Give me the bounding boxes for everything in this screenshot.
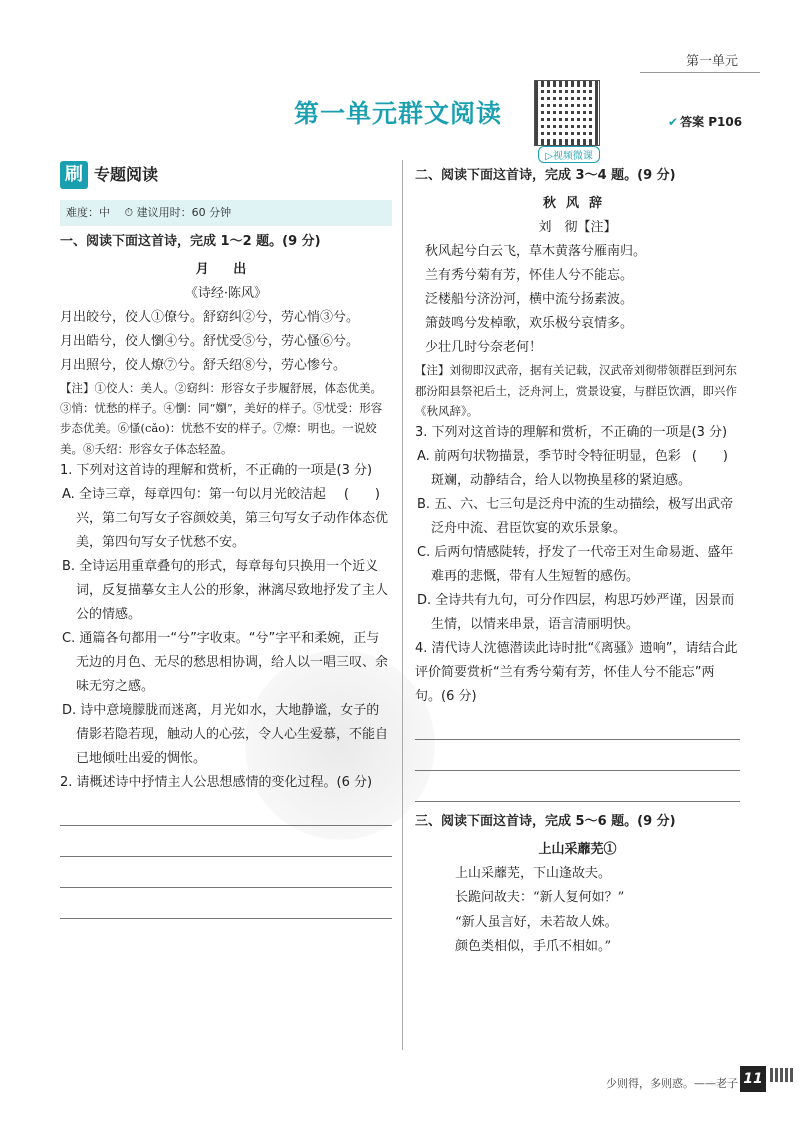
answer-line[interactable] [415, 709, 740, 740]
answer-line[interactable] [60, 795, 392, 826]
answer-line[interactable] [415, 771, 740, 802]
option-b[interactable]: B. 全诗运用重章叠句的形式，每章每句只换用一个近义词，反复描摹女主人公的形象，淋漓尽致地抒发了主人公的情感。 [62, 558, 389, 622]
question-1: 1. 下列对这首诗的理解和赏析，不正确的一项是(3 分) ( ) [60, 459, 392, 483]
poem-line: 秋风起兮白云飞，草木黄落兮雁南归。 [425, 244, 647, 260]
poem-line: 上山采蘼芜，下山逢故夫。 [455, 866, 612, 882]
top-rule [640, 72, 760, 73]
poem2-note: 【注】刘彻即汉武帝，据有关记载，汉武帝刘彻带领群臣到河东郡汾阳县祭祀后土，泛舟河上，赏景设宴，与群臣饮酒，即兴作《秋风辞》。 [415, 363, 737, 418]
poem-line: 长跪问故夫：“新人复何如？” [455, 890, 625, 906]
poem-line: “新人虽言好，未若故人姝。 [455, 914, 618, 930]
clock-icon: ⏱ [124, 205, 134, 219]
answer-line[interactable] [60, 888, 392, 919]
qr-code-icon[interactable] [534, 80, 600, 146]
poem-line: 月出皓兮，佼人懰④兮。舒忧受⑤兮，劳心慅⑥兮。 [60, 334, 360, 350]
page-number: 11 [740, 1066, 766, 1092]
part1-heading: 一、阅读下面这首诗，完成 1～2 题。(9 分) [60, 233, 321, 249]
answer-line[interactable] [60, 826, 392, 857]
poem1-title: 月 出 [195, 261, 257, 277]
option-a[interactable]: A. 全诗三章，每章四句：第一句以月光皎洁起兴，第二句写女子容颜姣美，第三句写女子动作体态优美，第四句写女子忧愁不安。 [62, 486, 389, 550]
poem2-author: 刘 彻【注】 [538, 220, 617, 236]
question-2: 2. 请概述诗中抒情主人公思想感情的变化过程。(6 分) [60, 775, 373, 791]
poem2-title: 秋风辞 [542, 196, 612, 212]
answer-bracket[interactable]: ( ) [691, 448, 728, 464]
poem1-note: 【注】①佼人：美人。②窈纠：形容女子步履舒展，体态优美。③悄：忧愁的样子。④懰：同“嬼”，美好的样子。⑤忧受：形容步态优美。⑥慅(cǎo)：忧愁不安的样子。⑦燎：明也。一说姣美。⑧夭绍：形容女子体态轻盈。 [60, 381, 383, 456]
question-4: 4. 清代诗人沈德潜读此诗时批“《离骚》遗响”，请结合此评价简要赏析“兰有秀兮菊有芳，怀佳人兮不能忘”两句。(6 分) [415, 641, 738, 705]
difficulty-bar [60, 200, 392, 226]
left-column [60, 160, 392, 919]
option-a[interactable]: A. 前两句状物描景，季节时令特征明显，色彩斑斓，动静结合，给人以物换星移的紧迫感。 [417, 448, 692, 488]
section-badge: 刷 [60, 161, 88, 189]
option-c[interactable]: C. 通篇各句都用一“兮”字收束。“兮”字平和柔婉，正与无边的月色、无尽的愁思相协调，给人以一唱三叹、余味无穷之感。 [62, 631, 389, 695]
poem-line: 月出照兮，佼人燎⑦兮。舒夭绍⑧兮，劳心惨兮。 [60, 358, 347, 374]
option-b[interactable]: B. 五、六、七三句是泛舟中流的生动描绘，极写出武帝泛舟中流、君臣饮宴的欢乐景象。 [417, 496, 734, 536]
video-lesson-label[interactable]: ▷视频微课 [538, 146, 600, 163]
page-title: 第一单元群文阅读 [294, 99, 503, 128]
answer-bracket[interactable]: ( ) [343, 486, 380, 502]
poem-line: 月出皎兮，佼人①僚兮。舒窈纠②兮，劳心悄③兮。 [60, 310, 360, 326]
option-d[interactable]: D. 全诗共有九句，可分作四层，构思巧妙严谨，因景而生情，以情来串景，语言清丽明快。 [417, 593, 735, 633]
poem-line: 少壮几时兮奈老何！ [425, 340, 543, 356]
unit-label: 第一单元 [685, 54, 738, 69]
footer-quote: 少则得，多则惑。——老子 [606, 1077, 738, 1090]
check-icon: ✔ [668, 115, 679, 129]
poem-line: 泛楼船兮济汾河，横中流兮扬素波。 [425, 292, 634, 308]
right-column [415, 160, 740, 959]
poem-line: 颜色类相似，手爪不相如。” [455, 938, 612, 954]
part3-heading: 三、阅读下面这首诗，完成 5～6 题。(9 分) [415, 814, 676, 830]
option-d[interactable]: D. 诗中意境朦胧而迷离，月光如水，大地静谧，女子的倩影若隐若现，触动人的心弦，令人心生爱慕，不能自已地倾吐出爱的惆怅。 [62, 703, 389, 767]
poem-line: 箫鼓鸣兮发棹歌，欢乐极兮哀情多。 [425, 316, 634, 332]
poem1-source: 《诗经·陈风》 [184, 286, 268, 302]
answer-reference: ✔ 答案 P106 [668, 115, 743, 129]
poem3-title: 上山采蘼芜① [538, 842, 617, 858]
column-divider [402, 160, 403, 1050]
answer-line[interactable] [415, 740, 740, 771]
section-title: 专题阅读 [94, 165, 159, 184]
poem-line: 兰有秀兮菊有芳，怀佳人兮不能忘。 [425, 268, 634, 284]
question-3: 3. 下列对这首诗的理解和赏析，不正确的一项是(3 分) ( ) [415, 421, 740, 445]
part2-heading: 二、阅读下面这首诗，完成 3～4 题。(9 分) [415, 168, 676, 183]
page-decoration [770, 1068, 794, 1082]
option-c[interactable]: C. 后两句情感陡转，抒发了一代帝王对生命易逝、盛年难再的悲慨，带有人生短暂的感伤。 [417, 544, 734, 585]
section-header [60, 160, 392, 190]
difficulty-text: 难度：中 [66, 205, 110, 219]
time-text: 建议用时：60 分钟 [136, 205, 232, 219]
answer-line[interactable] [60, 857, 392, 888]
